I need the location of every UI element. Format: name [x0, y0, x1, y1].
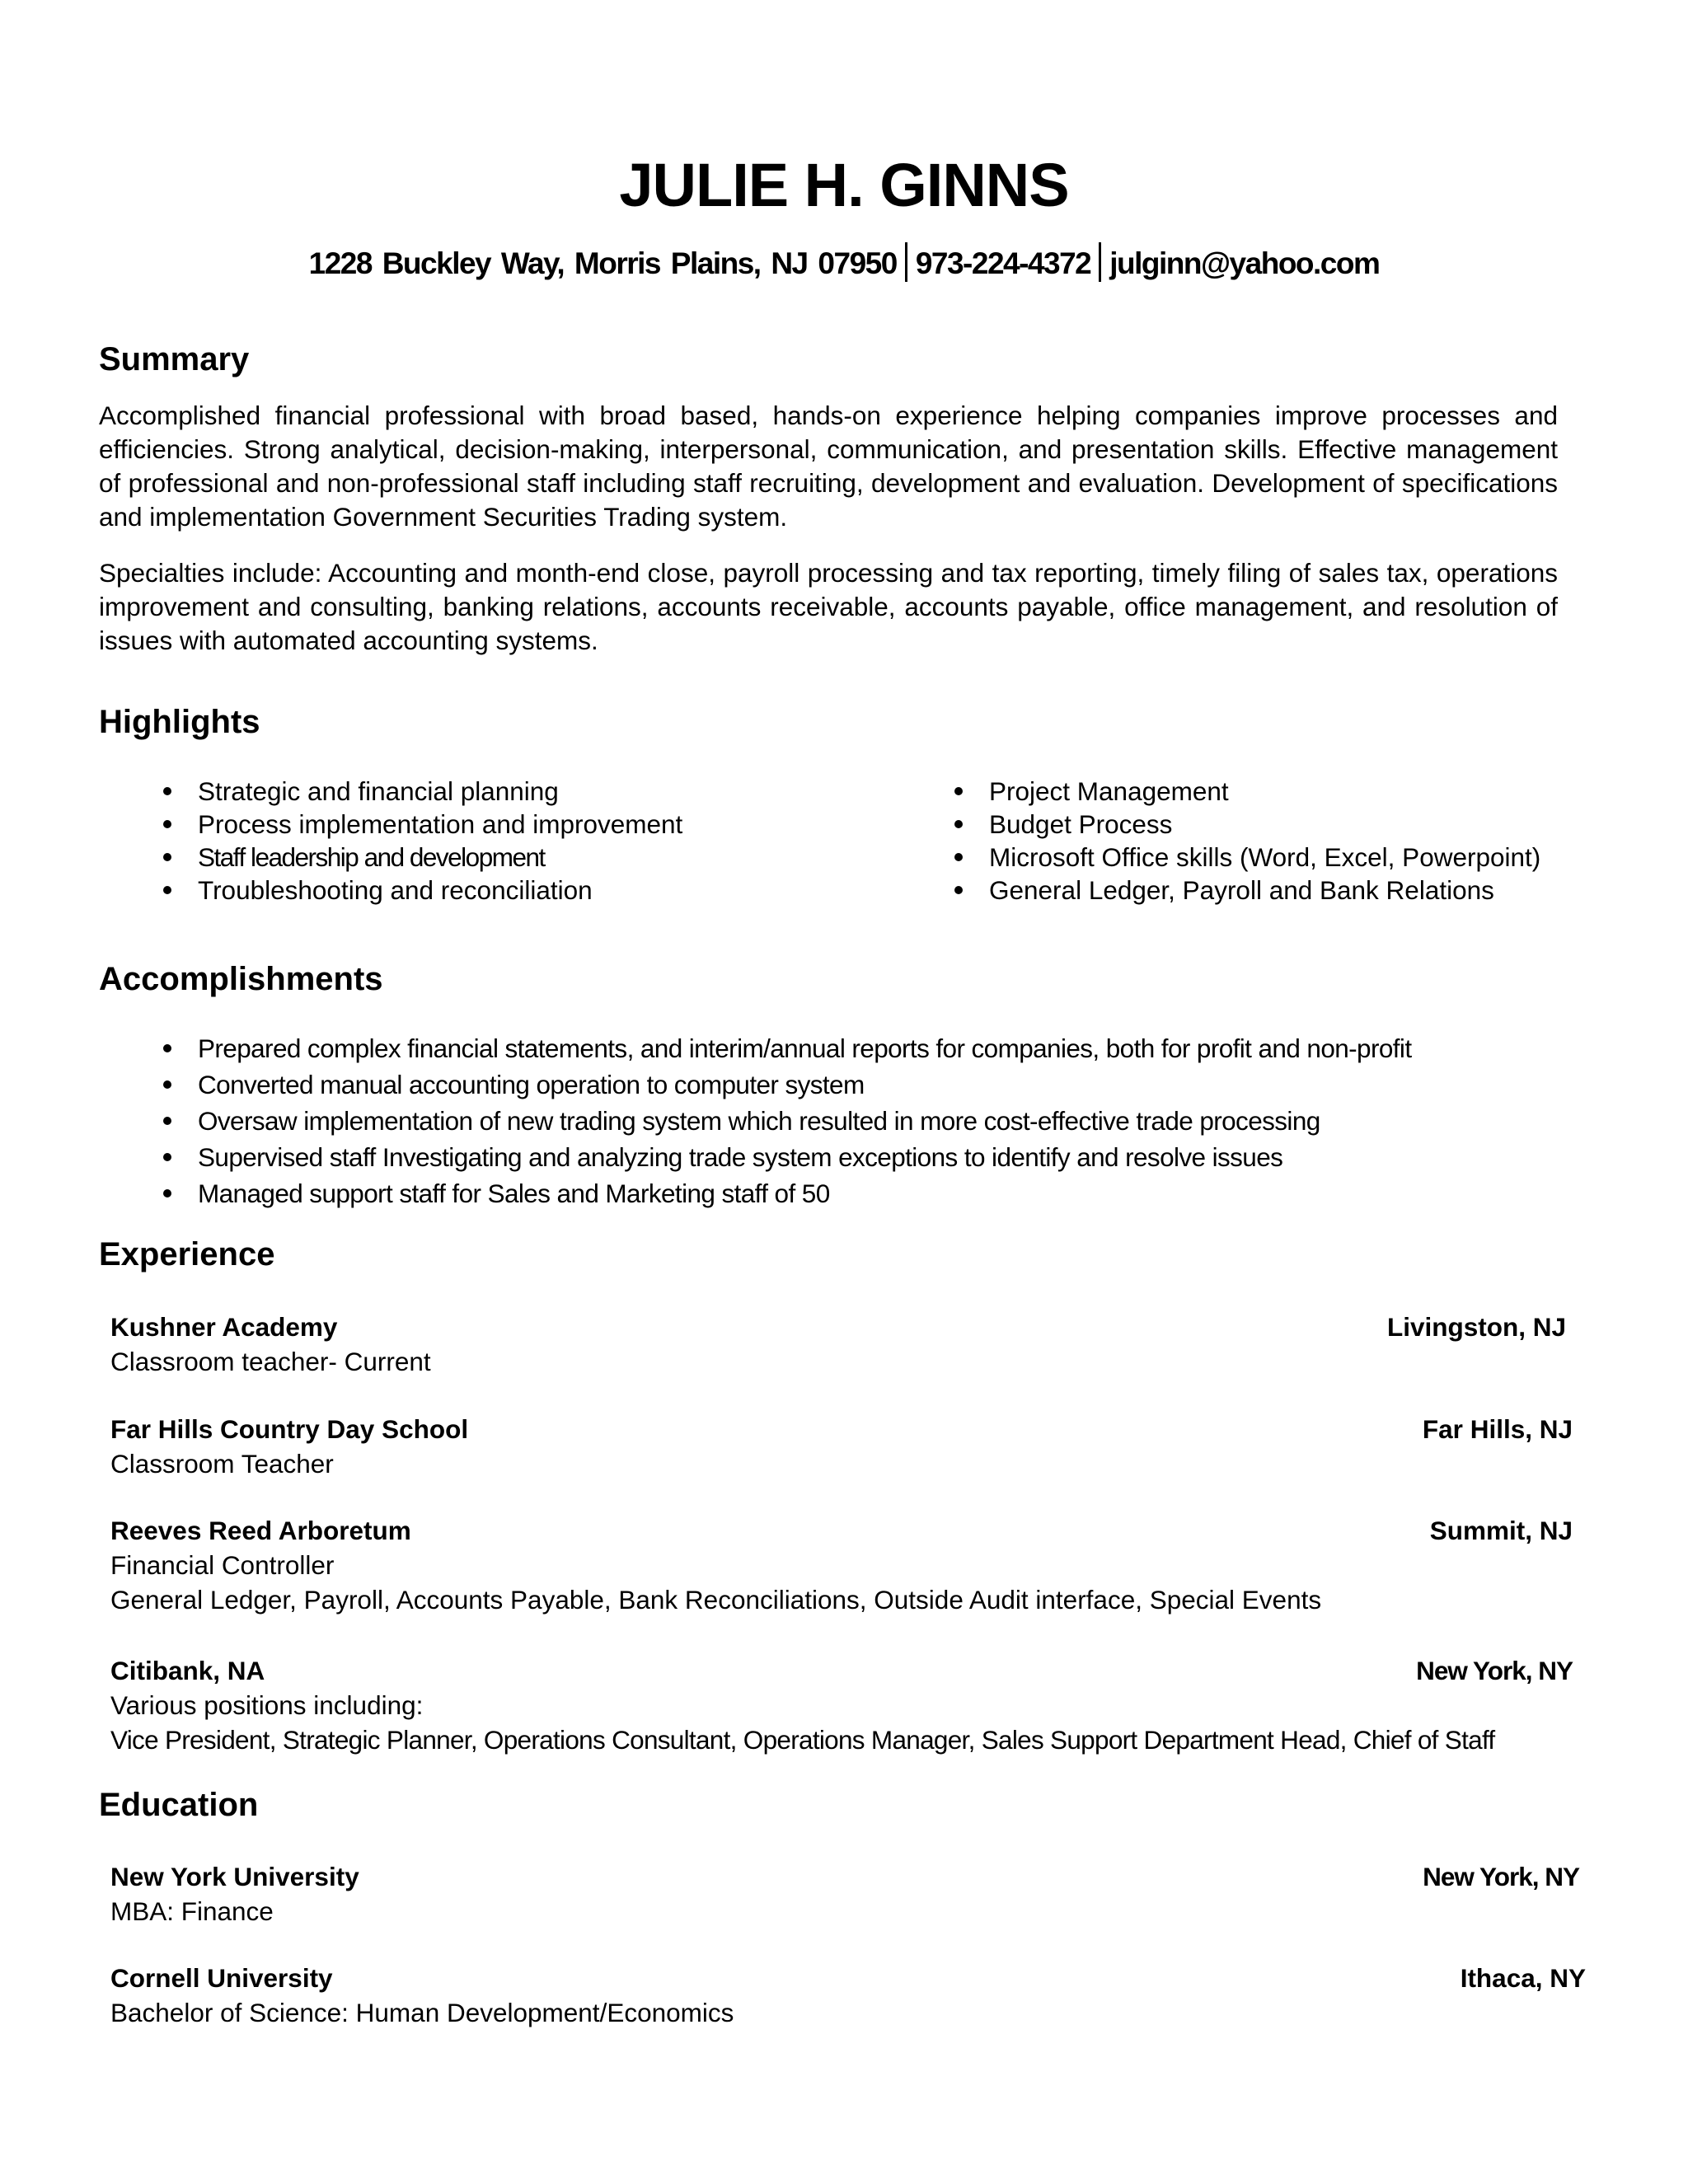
employer-location: Summit, NJ	[1429, 1516, 1573, 1545]
bullet-icon	[954, 886, 963, 894]
job-title: Financial Controller	[110, 1550, 335, 1580]
employer-name: Kushner Academy	[110, 1312, 338, 1342]
school-name: New York University	[110, 1862, 359, 1891]
degree: Bachelor of Science: Human Development/Economics	[110, 1998, 734, 2027]
list-item: Microsoft Office skills (Word, Excel, Powerpoint)	[890, 841, 1540, 874]
bullet-icon	[954, 820, 963, 828]
job-title: Classroom Teacher	[110, 1449, 334, 1479]
bullet-icon	[163, 886, 171, 894]
employer-location: New York, NY	[1416, 1656, 1573, 1685]
contact-line	[0, 242, 1688, 282]
summary-paragraph: Accomplished financial professional with broad based, hands-on experience helping companies improve processes and efficiencies. Strong analytical, decision-making, interpersonal, communication, and presentation skills. Effective management of professional and non-professional staff including staff recruiting, development and evaluation. Development of specifications and implementation Government Securities Trading system.	[99, 401, 1558, 532]
school-location: Ithaca, NY	[1460, 1963, 1586, 1993]
bullet-icon	[954, 853, 963, 861]
bullet-icon	[163, 820, 171, 828]
bullet-icon	[954, 787, 963, 795]
highlights-heading: Highlights	[99, 704, 260, 740]
separator-bar	[1099, 242, 1101, 282]
employer-name: Reeves Reed Arboretum	[110, 1516, 411, 1545]
summary-heading: Summary	[99, 341, 250, 377]
accomplishments-list	[99, 1030, 1411, 1212]
list-item: Strategic and financial planning	[99, 775, 682, 808]
list-item: Converted manual accounting operation to computer system	[99, 1066, 1411, 1103]
school-name: Cornell University	[110, 1963, 333, 1993]
bullet-icon	[163, 787, 171, 795]
experience-entry	[110, 1310, 1573, 1379]
bullet-icon	[163, 853, 171, 861]
separator-bar	[905, 242, 907, 282]
highlights-left-list	[99, 775, 682, 907]
highlights-right-list	[890, 775, 1540, 907]
list-item: Supervised staff Investigating and analyzing trade system exceptions to identify and resolve issues	[99, 1139, 1411, 1175]
experience-entry	[110, 1513, 1573, 1617]
specialties-section	[99, 556, 1558, 658]
education-entry	[110, 1961, 1586, 2030]
list-item: Managed support staff for Sales and Marketing staff of 50	[99, 1175, 1411, 1212]
email: julginn@yahoo.com	[1109, 246, 1380, 280]
school-location: New York, NY	[1423, 1862, 1579, 1891]
job-description: General Ledger, Payroll, Accounts Payable, Bank Reconciliations, Outside Audit interface, Special Events	[110, 1585, 1322, 1615]
bullet-icon	[163, 1044, 171, 1052]
experience-heading: Experience	[99, 1236, 275, 1272]
experience-entry	[110, 1412, 1573, 1481]
list-item: Prepared complex financial statements, and interim/annual reports for companies, both for profit and non-profit	[99, 1030, 1411, 1066]
job-description: Vice President, Strategic Planner, Operations Consultant, Operations Manager, Sales Support Department Head, Chief of Staff	[110, 1725, 1495, 1755]
bullet-icon	[163, 1153, 171, 1161]
employer-location: Livingston, NJ	[1386, 1312, 1566, 1342]
address: 1228 Buckley Way, Morris Plains, NJ 07950	[308, 246, 897, 280]
education-entry	[110, 1859, 1579, 1929]
list-item: Project Management	[890, 775, 1540, 808]
employer-location: Far Hills, NJ	[1422, 1414, 1573, 1444]
bullet-icon	[163, 1080, 171, 1089]
specialties-paragraph: Specialties include: Accounting and month-end close, payroll processing and tax reporting, timely filing of sales tax, operations improvement and consulting, banking relations, accounts receivable, accounts payable, office management, and resolution of issues with automated accounting systems.	[99, 558, 1558, 655]
candidate-name: JULIE H. GINNS	[619, 151, 1069, 219]
list-item: Staff leadership and development	[99, 841, 682, 874]
education-heading: Education	[99, 1787, 259, 1823]
degree: MBA: Finance	[110, 1896, 274, 1926]
employer-name: Citibank, NA	[110, 1656, 265, 1685]
summary-section	[99, 399, 1558, 534]
job-title: Classroom teacher- Current	[110, 1347, 431, 1376]
phone: 973-224-4372	[915, 246, 1091, 280]
list-item: Process implementation and improvement	[99, 808, 682, 841]
accomplishments-heading: Accomplishments	[99, 961, 383, 997]
list-item: Budget Process	[890, 808, 1540, 841]
list-item: General Ledger, Payroll and Bank Relations	[890, 874, 1540, 907]
bullet-icon	[163, 1189, 171, 1197]
experience-entry	[110, 1653, 1573, 1757]
list-item: Troubleshooting and reconciliation	[99, 874, 682, 907]
list-item: Oversaw implementation of new trading system which resulted in more cost-effective trade processing	[99, 1103, 1411, 1139]
bullet-icon	[163, 1117, 171, 1125]
employer-name: Far Hills Country Day School	[110, 1414, 469, 1444]
job-title: Various positions including:	[110, 1690, 424, 1720]
